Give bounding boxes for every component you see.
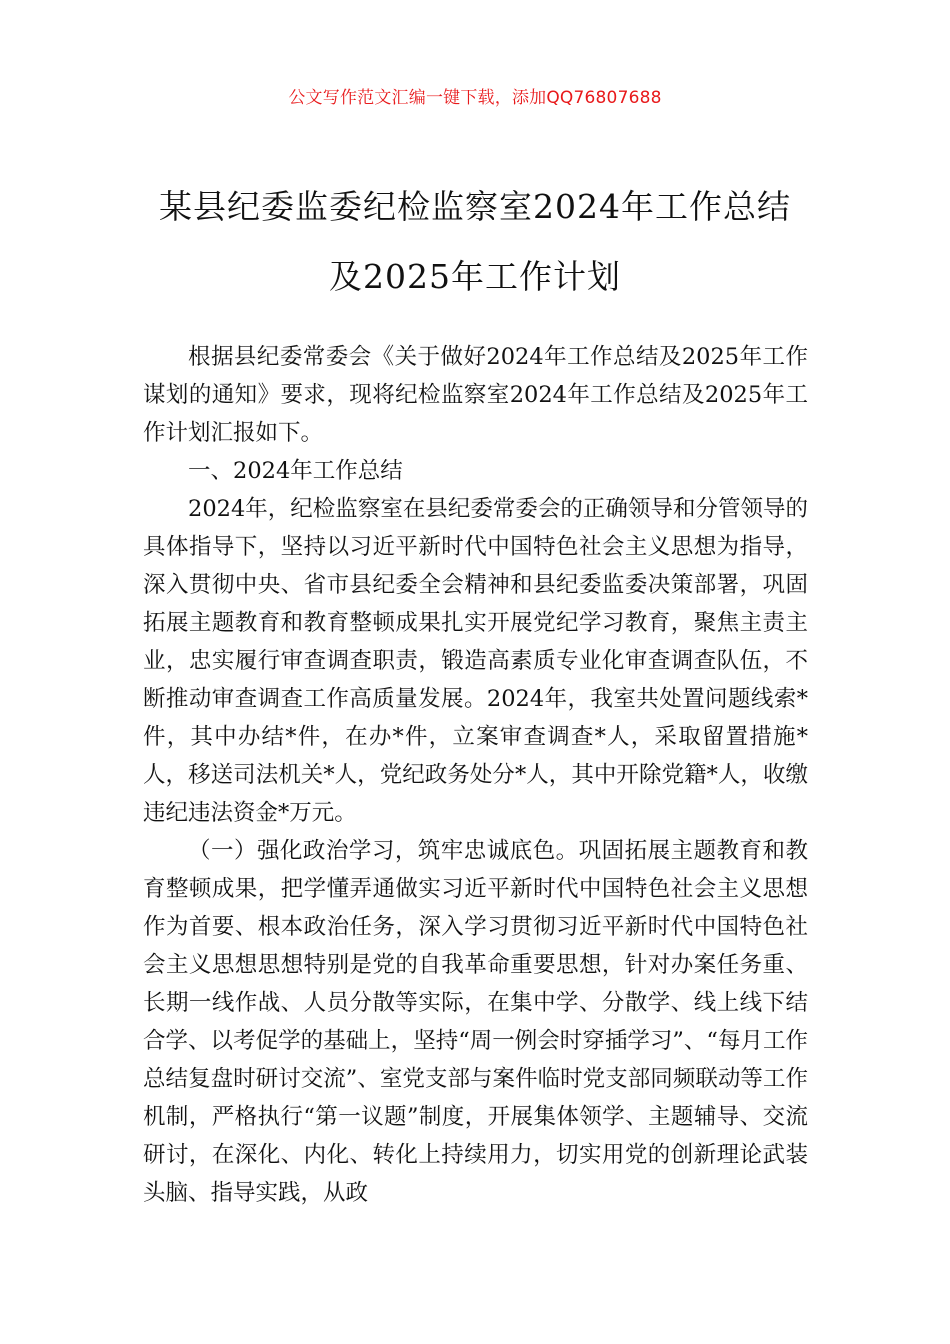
intro-paragraph: 根据县纪委常委会《关于做好2024年工作总结及2025年工作谋划的通知》要求，现将纪检监察室2024年工作总结及2025年工作计划汇报如下。: [143, 344, 808, 446]
promo-header: 公文写作范文汇编一键下载，添加QQ76807688: [288, 88, 662, 108]
document-body: [143, 338, 808, 1212]
subsection-paragraph: （一）强化政治学习，筑牢忠诚底色。巩固拓展主题教育和教育整顿成果，把学懂弄通做实习近平新时代中国特色社会主义思想作为首要、根本政治任务，深入学习贯彻习近平新时代中国特色社会主义思想思想特别是党的自我革命重要思想，针对办案任务重、长期一线作战、人员分散等实际，在集中学、分散学、线上线下结合学、以考促学的基础上，坚持“周一例会时穿插学习”、“每月工作总结复盘时研讨交流”、室党支部与案件临时党支部同频联动等工作机制，严格执行“第一议题”制度，开展集体领学、主题辅导、交流研讨，在深化、内化、转化上持续用力，切实用党的创新理论武装头脑、指导实践，从政: [143, 838, 808, 1206]
summary-paragraph: 2024年，纪检监察室在县纪委常委会的正确领导和分管领导的具体指导下，坚持以习近平新时代中国特色社会主义思想为指导，深入贯彻中央、省市县纪委全会精神和县纪委监委决策部署，巩固拓展主题教育和教育整顿成果扎实开展党纪学习教育，聚焦主责主业，忠实履行审查调查职责，锻造高素质专业化审查调查队伍，不断推动审查调查工作高质量发展。2024年，我室共处置问题线索*件，其中办结*件，在办*件，立案审查调查*人，采取留置措施*人，移送司法机关*人，党纪政务处分*人，其中开除党籍*人，收缴违纪违法资金*万元。: [143, 496, 808, 826]
document-title: [130, 172, 820, 312]
section-heading: 一、2024年工作总结: [188, 458, 403, 484]
title-line-1: 某县纪委监委纪检监察室2024年工作总结: [159, 187, 791, 226]
title-line-2: 及2025年工作计划: [329, 257, 621, 296]
